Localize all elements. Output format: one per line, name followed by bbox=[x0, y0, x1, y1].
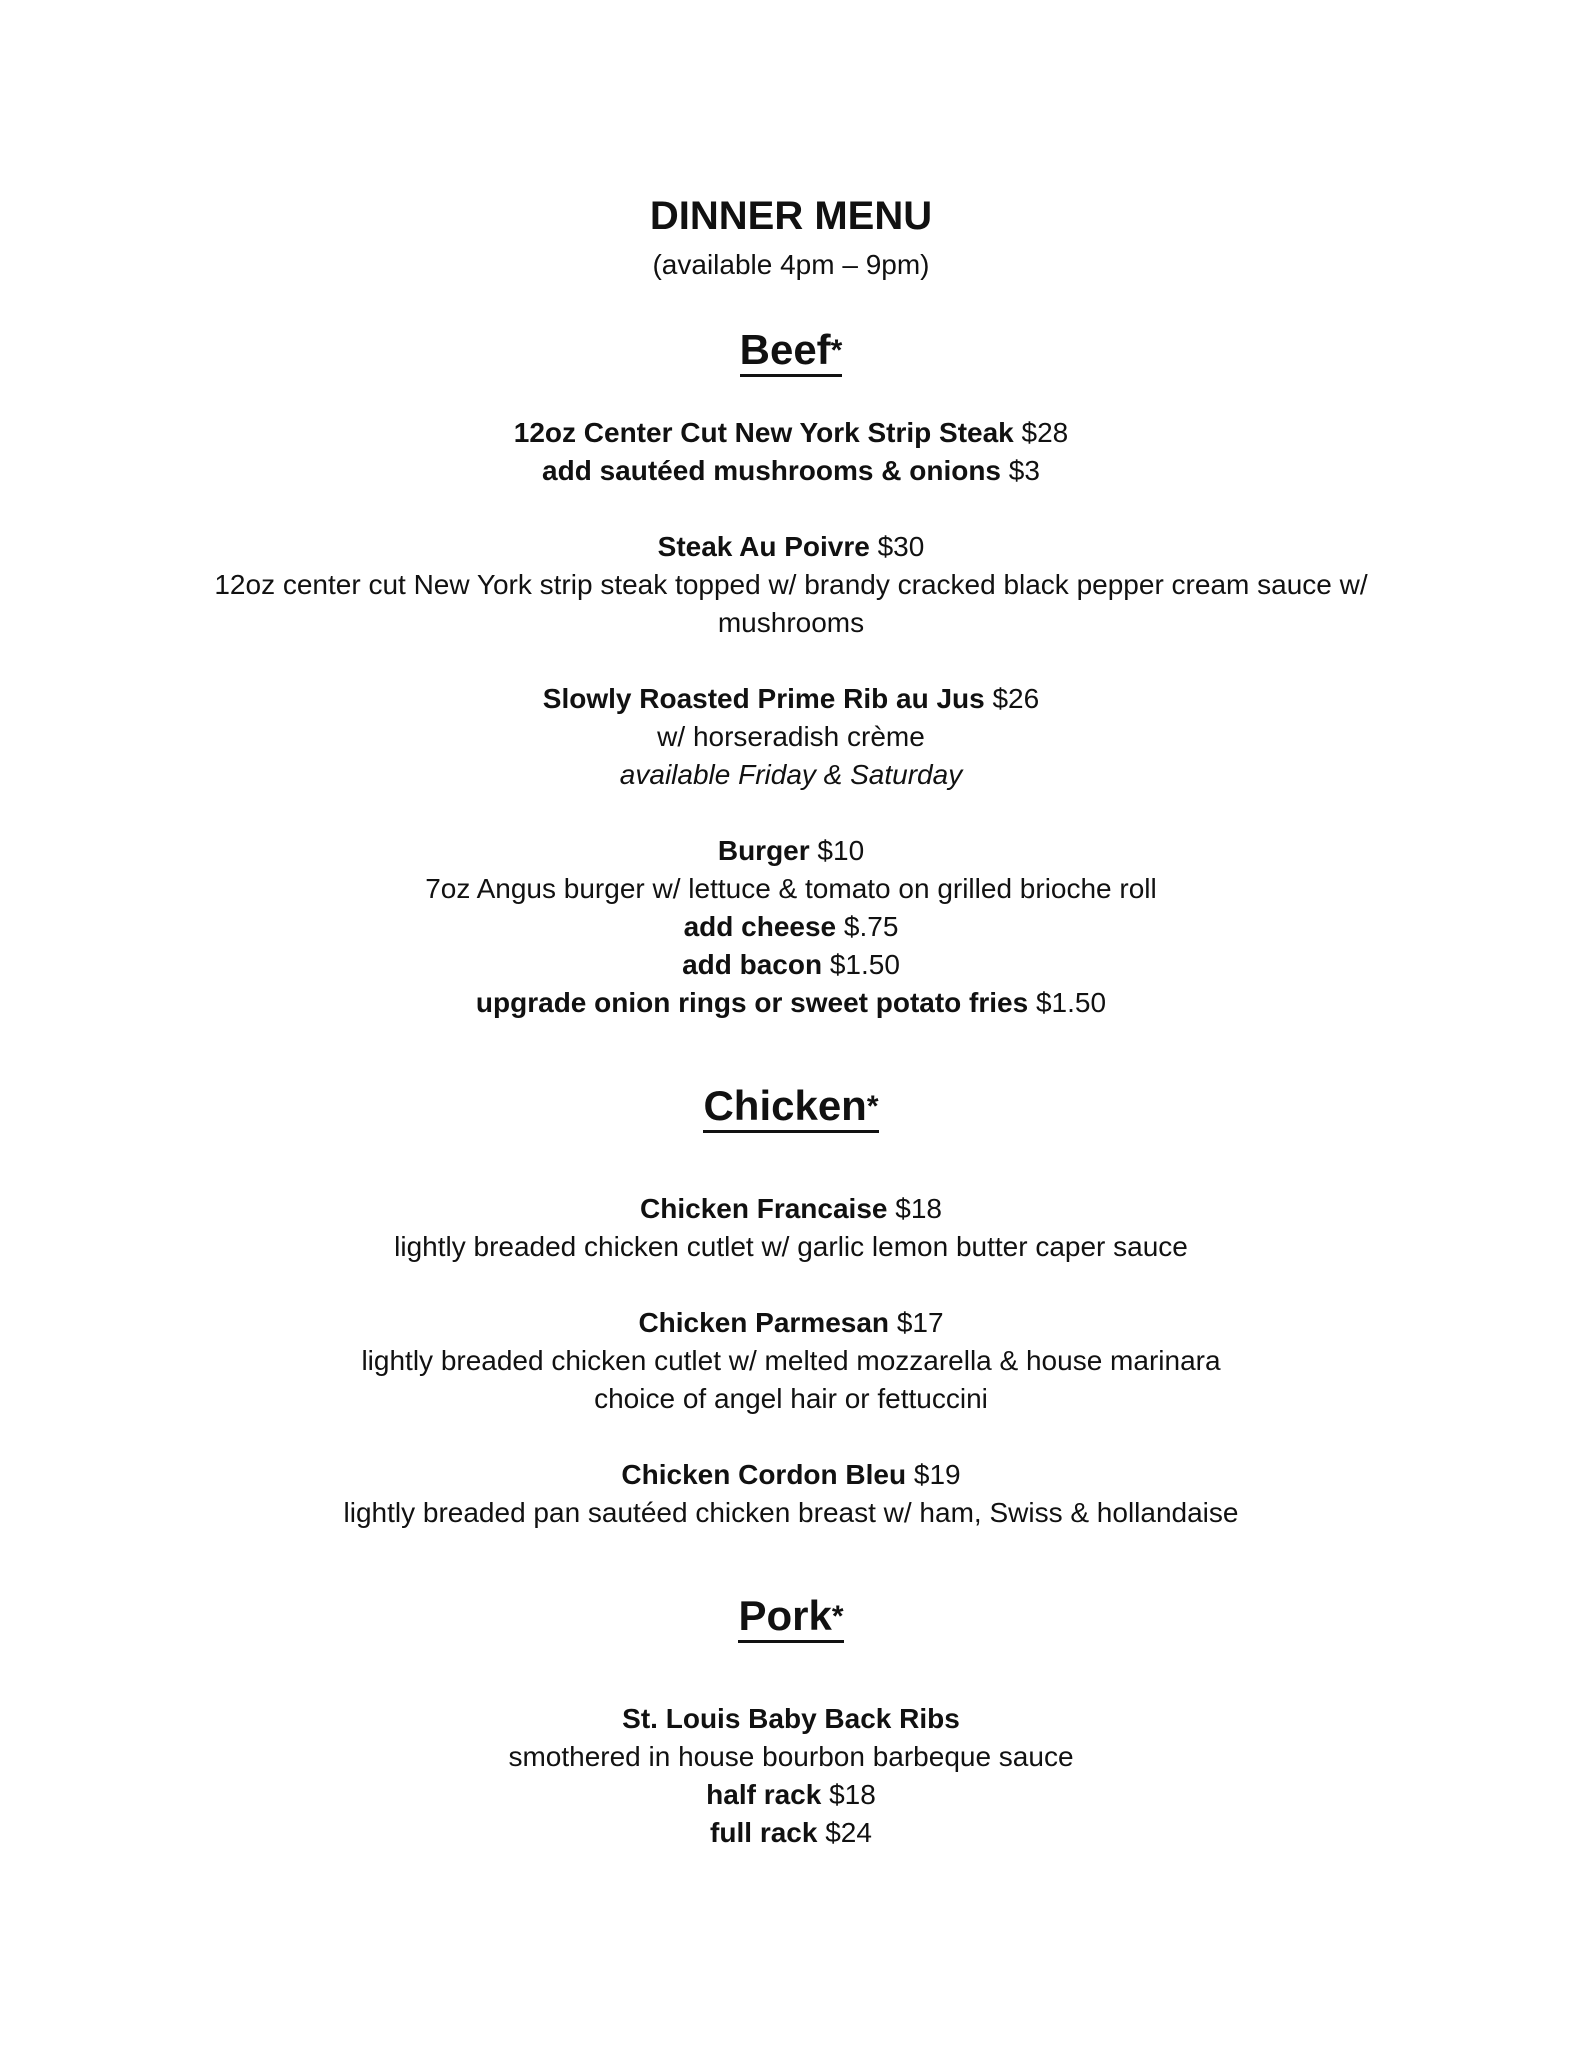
item-description: lightly breaded chicken cutlet w/ melted mozzarella & house marinara bbox=[361, 1345, 1221, 1376]
section-heading-beef bbox=[0, 324, 1582, 377]
item-description: w/ horseradish crème bbox=[657, 721, 925, 752]
availability-day-note: available Friday & Saturday bbox=[619, 759, 963, 790]
asterisk-note: * bbox=[831, 1600, 844, 1633]
item-name: 12oz Center Cut New York Strip Steak bbox=[513, 417, 1014, 448]
addon-price: $.75 bbox=[843, 911, 899, 942]
item-description: lightly breaded chicken cutlet w/ garlic lemon butter caper sauce bbox=[394, 1231, 1188, 1262]
menu-item-steak-au-poivre bbox=[0, 528, 1582, 566]
item-description: 7oz Angus burger w/ lettuce & tomato on grilled brioche roll bbox=[425, 873, 1157, 904]
menu-addon-bacon bbox=[0, 946, 1582, 984]
menu-addon-upgrade-sides bbox=[0, 984, 1582, 1022]
item-price: $17 bbox=[896, 1307, 944, 1338]
item-description: lightly breaded pan sautéed chicken breast w/ ham, Swiss & hollandaise bbox=[343, 1497, 1239, 1528]
item-name: Steak Au Poivre bbox=[657, 531, 870, 562]
asterisk-note: * bbox=[866, 1090, 879, 1123]
option-name: full rack bbox=[710, 1817, 818, 1848]
item-price: $19 bbox=[913, 1459, 961, 1490]
menu-item-chicken-francaise bbox=[0, 1190, 1582, 1228]
item-price: $26 bbox=[992, 683, 1040, 714]
addon-name: add sautéed mushrooms & onions bbox=[542, 455, 1001, 486]
option-price: $18 bbox=[829, 1779, 876, 1810]
item-description: smothered in house bourbon barbeque sauce bbox=[508, 1741, 1074, 1772]
section-pork-label: Pork bbox=[738, 1592, 832, 1639]
menu-addon-mushrooms bbox=[0, 452, 1582, 490]
menu-title: DINNER MENU bbox=[649, 194, 933, 238]
item-price: $10 bbox=[817, 835, 865, 866]
section-heading-pork bbox=[0, 1590, 1582, 1643]
menu-item-prime-rib bbox=[0, 680, 1582, 718]
item-price: $28 bbox=[1021, 417, 1069, 448]
item-price: $30 bbox=[877, 531, 925, 562]
section-heading-chicken bbox=[0, 1080, 1582, 1133]
addon-name: add cheese bbox=[683, 911, 837, 942]
menu-option-half-rack bbox=[0, 1776, 1582, 1814]
section-beef-label: Beef bbox=[739, 326, 831, 373]
addon-name: add bacon bbox=[682, 949, 823, 980]
menu-item-strip-steak bbox=[0, 414, 1582, 452]
menu-item-burger bbox=[0, 832, 1582, 870]
addon-name: upgrade onion rings or sweet potato fries bbox=[475, 987, 1029, 1018]
menu-item-baby-back-ribs: St. Louis Baby Back Ribs bbox=[622, 1703, 960, 1734]
item-name: Chicken Parmesan bbox=[638, 1307, 890, 1338]
addon-price: $1.50 bbox=[829, 949, 900, 980]
item-description: choice of angel hair or fettuccini bbox=[594, 1383, 988, 1414]
option-name: half rack bbox=[706, 1779, 822, 1810]
section-chicken-label: Chicken bbox=[703, 1082, 867, 1129]
asterisk-note: * bbox=[830, 334, 843, 367]
menu-item-chicken-parmesan bbox=[0, 1304, 1582, 1342]
addon-price: $3 bbox=[1008, 455, 1040, 486]
option-price: $24 bbox=[825, 1817, 872, 1848]
addon-price: $1.50 bbox=[1035, 987, 1107, 1018]
availability-note: (available 4pm – 9pm) bbox=[652, 249, 930, 280]
menu-option-full-rack bbox=[0, 1814, 1582, 1852]
menu-addon-cheese bbox=[0, 908, 1582, 946]
item-price: $18 bbox=[895, 1193, 942, 1224]
item-name: Chicken Cordon Bleu bbox=[621, 1459, 907, 1490]
item-description: 12oz center cut New York strip steak topped w/ brandy cracked black pepper cream sauce w/ bbox=[214, 569, 1368, 600]
item-name: Burger bbox=[717, 835, 810, 866]
item-name: Slowly Roasted Prime Rib au Jus bbox=[542, 683, 985, 714]
menu-item-chicken-cordon-bleu bbox=[0, 1456, 1582, 1494]
item-description: mushrooms bbox=[717, 607, 865, 638]
item-name: Chicken Francaise bbox=[640, 1193, 888, 1224]
